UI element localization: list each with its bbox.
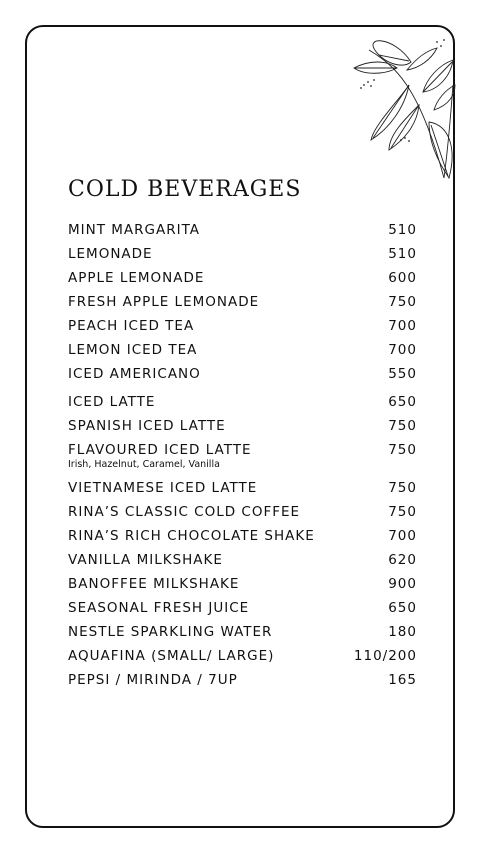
menu-item <box>68 440 417 471</box>
item-name: FRESH APPLE LEMONADE <box>68 294 260 310</box>
item-note: Irish, Hazelnut, Caramel, Vanilla <box>68 459 220 470</box>
item-name: PEPSI / MIRINDA / 7UP <box>68 672 238 688</box>
item-name: ICED AMERICANO <box>68 366 201 382</box>
item-name: AQUAFINA (SMALL/ LARGE) <box>68 648 275 664</box>
item-price: 750 <box>388 504 417 520</box>
item-price: 180 <box>388 624 417 640</box>
item-price: 165 <box>388 672 417 688</box>
leaf-branch-icon <box>349 30 457 180</box>
menu-item <box>68 416 417 436</box>
item-name: ICED LATTE <box>68 394 156 410</box>
item-price: 900 <box>388 576 417 592</box>
item-name: FLAVOURED ICED LATTE <box>68 442 252 458</box>
item-name: BANOFFEE MILKSHAKE <box>68 576 240 592</box>
menu-item <box>68 574 417 594</box>
item-price: 600 <box>388 270 417 286</box>
item-name: LEMON ICED TEA <box>68 342 198 358</box>
item-price: 650 <box>388 600 417 616</box>
menu-item <box>68 670 417 690</box>
item-name: APPLE LEMONADE <box>68 270 205 286</box>
menu-item <box>68 526 417 546</box>
item-name: PEACH ICED TEA <box>68 318 195 334</box>
item-price: 750 <box>388 418 417 434</box>
item-name: MINT MARGARITA <box>68 222 201 238</box>
item-price: 750 <box>388 480 417 496</box>
item-price: 510 <box>388 246 417 262</box>
item-price: 510 <box>388 222 417 238</box>
item-price: 650 <box>388 394 417 410</box>
item-price: 700 <box>388 528 417 544</box>
item-name: LEMONADE <box>68 246 153 262</box>
menu-item <box>68 392 417 412</box>
menu-item <box>68 220 417 240</box>
menu-item <box>68 340 417 360</box>
item-name: SEASONAL FRESH JUICE <box>68 600 250 616</box>
item-name: NESTLE SPARKLING WATER <box>68 624 273 640</box>
menu-item <box>68 502 417 522</box>
item-name: VIETNAMESE ICED LATTE <box>68 480 258 496</box>
item-price: 750 <box>388 294 417 310</box>
menu-item <box>68 268 417 288</box>
item-name: RINA’S CLASSIC COLD COFFEE <box>68 504 301 520</box>
menu-item <box>68 364 417 384</box>
item-price: 620 <box>388 552 417 568</box>
menu-item <box>68 622 417 642</box>
menu-card <box>25 25 455 828</box>
menu-item <box>68 292 417 312</box>
menu-item <box>68 550 417 570</box>
menu-item <box>68 478 417 498</box>
item-price: 700 <box>388 342 417 358</box>
section-title: COLD BEVERAGES <box>68 177 302 202</box>
item-price: 750 <box>388 442 417 458</box>
menu-item <box>68 316 417 336</box>
item-price: 110/200 <box>353 648 417 664</box>
item-name: RINA’S RICH CHOCOLATE SHAKE <box>68 528 315 544</box>
item-price: 700 <box>388 318 417 334</box>
item-name-block <box>68 440 252 471</box>
menu-item <box>68 598 417 618</box>
menu-item <box>68 646 417 666</box>
item-price: 550 <box>388 366 417 382</box>
menu-item <box>68 244 417 264</box>
item-name: VANILLA MILKSHAKE <box>68 552 223 568</box>
item-name: SPANISH ICED LATTE <box>68 418 226 434</box>
